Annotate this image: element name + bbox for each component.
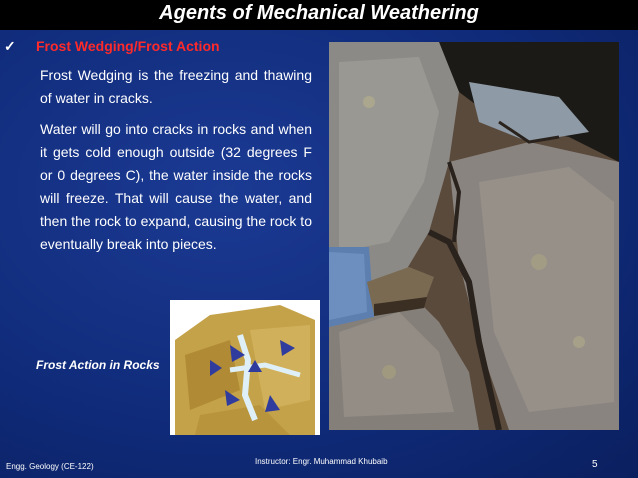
bullet-heading: [4, 38, 220, 55]
paragraph-explanation: Water will go into cracks in rocks and when it gets cold enough outside (32 degrees F or 0 degrees C), the water inside the rocks will freeze. That will cause the water, and then the rock to expand, causing the rock to eventually break into pieces.: [40, 121, 312, 252]
rock-photo-svg: [329, 42, 619, 430]
footer-instructor: Instructor: Engr. Muhammad Khubaib: [255, 457, 388, 466]
bullet-label: Frost Wedging/Frost Action: [36, 38, 220, 54]
page-number: 5: [592, 459, 598, 470]
paragraph-definition: Frost Wedging is the freezing and thawing of water in cracks.: [40, 67, 312, 106]
frost-diagram-svg: [170, 300, 320, 435]
diagram-caption: Frost Action in Rocks: [36, 358, 160, 372]
footer-course: Engg. Geology (CE-122): [6, 462, 94, 471]
slide-title: Agents of Mechanical Weathering: [159, 2, 479, 24]
check-icon: ✓: [4, 38, 16, 54]
rock-photo: [329, 42, 619, 430]
frost-action-diagram: [170, 300, 320, 435]
